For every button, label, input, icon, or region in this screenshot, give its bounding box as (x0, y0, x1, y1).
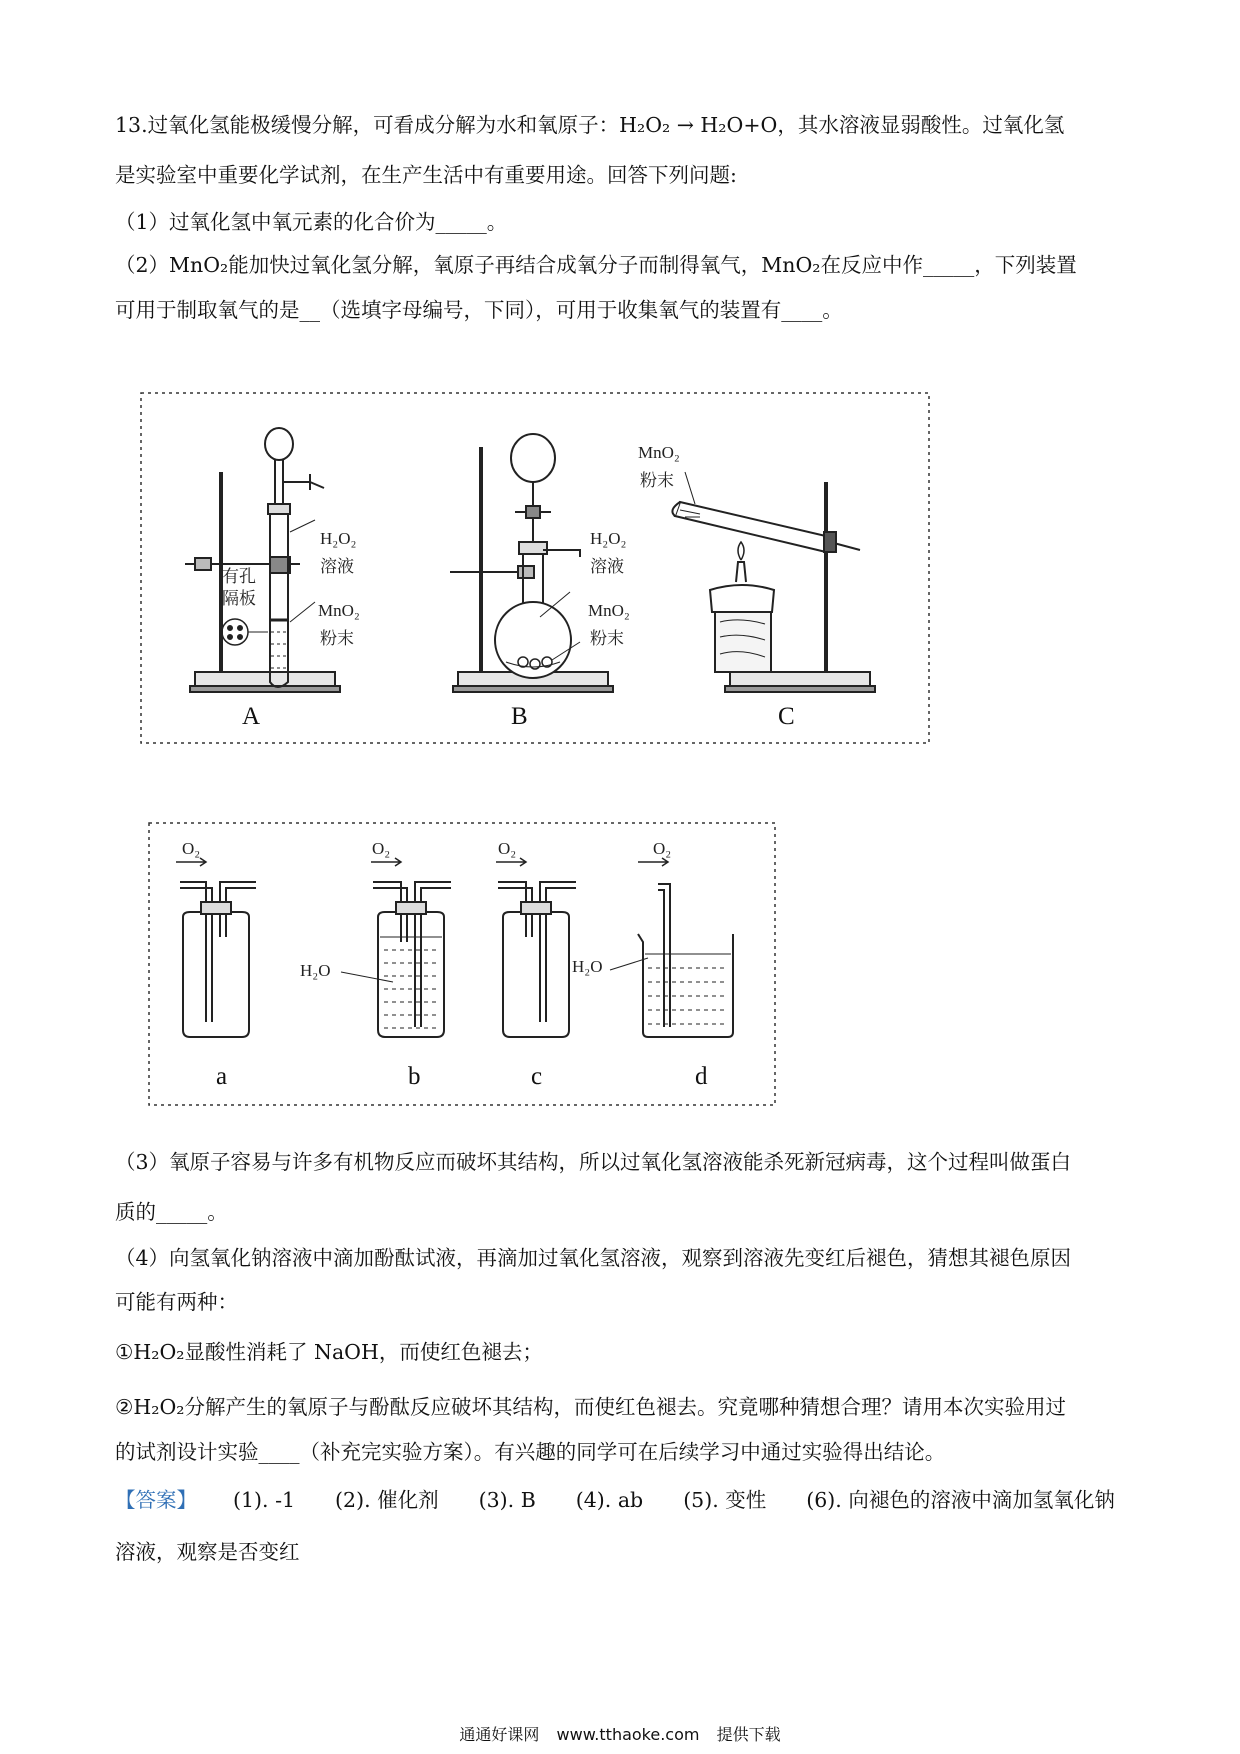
caption-small-c: c (531, 1063, 543, 1090)
part3-text-line2: 质的_____。 (115, 1200, 228, 1224)
label-a-porous-1: 有孔 (222, 567, 256, 586)
o2-label-a: O₂ (182, 839, 201, 858)
beaker-d (610, 858, 733, 1037)
guess-2-text-line1: ②H₂O₂分解产生的氧原子与酚酞反应破坏其结构，而使红色褪去。究竟哪种猜想合理？请用本次实验用过 (115, 1395, 1066, 1419)
apparatus-c (672, 472, 875, 692)
h2o-label-b: H₂O (300, 961, 331, 980)
answer-continuation: 溶液，观察是否变红 (115, 1540, 300, 1564)
part1-text: （1）过氧化氢中氧元素的化合价为_____。 (115, 210, 508, 234)
answer-item-4: (4). ab (575, 1488, 644, 1512)
label-a-powder: 粉末 (320, 629, 354, 648)
apparatus-b (450, 434, 613, 692)
answer-item-5: (5). 变性 (683, 1488, 767, 1512)
part2-text-line1: （2）MnO₂能加快过氧化氢分解，氧原子再结合成氧分子而制得氧气，MnO₂在反应中作_____，下列装置 (115, 253, 1077, 277)
o2-label-b: O₂ (372, 839, 391, 858)
label-a-h2o2: H₂O₂ (320, 529, 357, 548)
answer-item-2: (2). 催化剂 (335, 1488, 439, 1512)
o2-label-c: O₂ (498, 839, 517, 858)
label-a-solution: 溶液 (320, 557, 354, 576)
part4-text-line1: （4）向氢氧化钠溶液中滴加酚酞试液，再滴加过氧化氢溶液，观察到溶液先变红后褪色，猜想其褪色原因 (115, 1246, 1072, 1270)
label-c-mno2: MnO₂ (638, 443, 680, 462)
part3-text-line1: （3）氧原子容易与许多有机物反应而破坏其结构，所以过氧化氢溶液能杀死新冠病毒，这个过程叫做蛋白 (115, 1150, 1072, 1174)
question-intro-line2: 是实验室中重要化学试剂，在生产生活中有重要用途。回答下列问题: (115, 163, 737, 187)
caption-small-d: d (695, 1063, 708, 1090)
o2-label-d: O₂ (653, 839, 672, 858)
page-footer (0, 1722, 1240, 1745)
caption-c: C (778, 703, 795, 730)
label-c-powder: 粉末 (640, 471, 674, 490)
part2-text-line2: 可用于制取氧气的是__（选填字母编号，下同），可用于收集氧气的装置有____。 (115, 298, 843, 322)
bottle-a (176, 858, 256, 1037)
caption-b: B (511, 703, 528, 730)
collection-figure-abcd (148, 822, 776, 1106)
guess-2-text-line2: 的试剂设计实验____（补充完实验方案）。有兴趣的同学可在后续学习中通过实验得出结论。 (115, 1440, 946, 1464)
label-b-powder: 粉末 (590, 629, 624, 648)
label-a-porous-2: 隔板 (222, 589, 256, 608)
bottle-b (341, 858, 451, 1037)
answer-item-3: (3). B (478, 1488, 536, 1512)
bottle-c (496, 858, 576, 1037)
answer-item-6: (6). 向褪色的溶液中滴加氢氧化钠 (806, 1488, 1115, 1512)
h2o-label-d: H₂O (572, 957, 603, 976)
answer-item-1: (1). -1 (233, 1488, 296, 1512)
caption-small-a: a (216, 1063, 228, 1090)
label-a-mno2: MnO₂ (318, 601, 360, 620)
footer-url-link[interactable]: www.tthaoke.com (556, 1725, 700, 1744)
label-b-mno2: MnO₂ (588, 601, 630, 620)
apparatus-figure-abc (140, 392, 930, 744)
question-intro-line1: 13.过氧化氢能极缓慢分解，可看成分解为水和氧原子：H₂O₂ → H₂O+O，其水溶液显弱酸性。过氧化氢 (115, 113, 1065, 137)
caption-small-b: b (408, 1063, 421, 1090)
part4-text-line2: 可能有两种： (115, 1290, 238, 1314)
footer-site-name: 通通好课网 (459, 1725, 540, 1744)
answer-line (115, 1485, 1115, 1515)
label-b-solution: 溶液 (590, 557, 624, 576)
caption-a: A (242, 703, 261, 730)
footer-note: 提供下载 (716, 1725, 781, 1744)
label-b-h2o2: H₂O₂ (590, 529, 627, 548)
guess-1-text: ①H₂O₂显酸性消耗了 NaOH，而使红色褪去； (115, 1340, 543, 1364)
answer-tag: 【答案】 (115, 1488, 197, 1512)
apparatus-a (185, 428, 340, 692)
